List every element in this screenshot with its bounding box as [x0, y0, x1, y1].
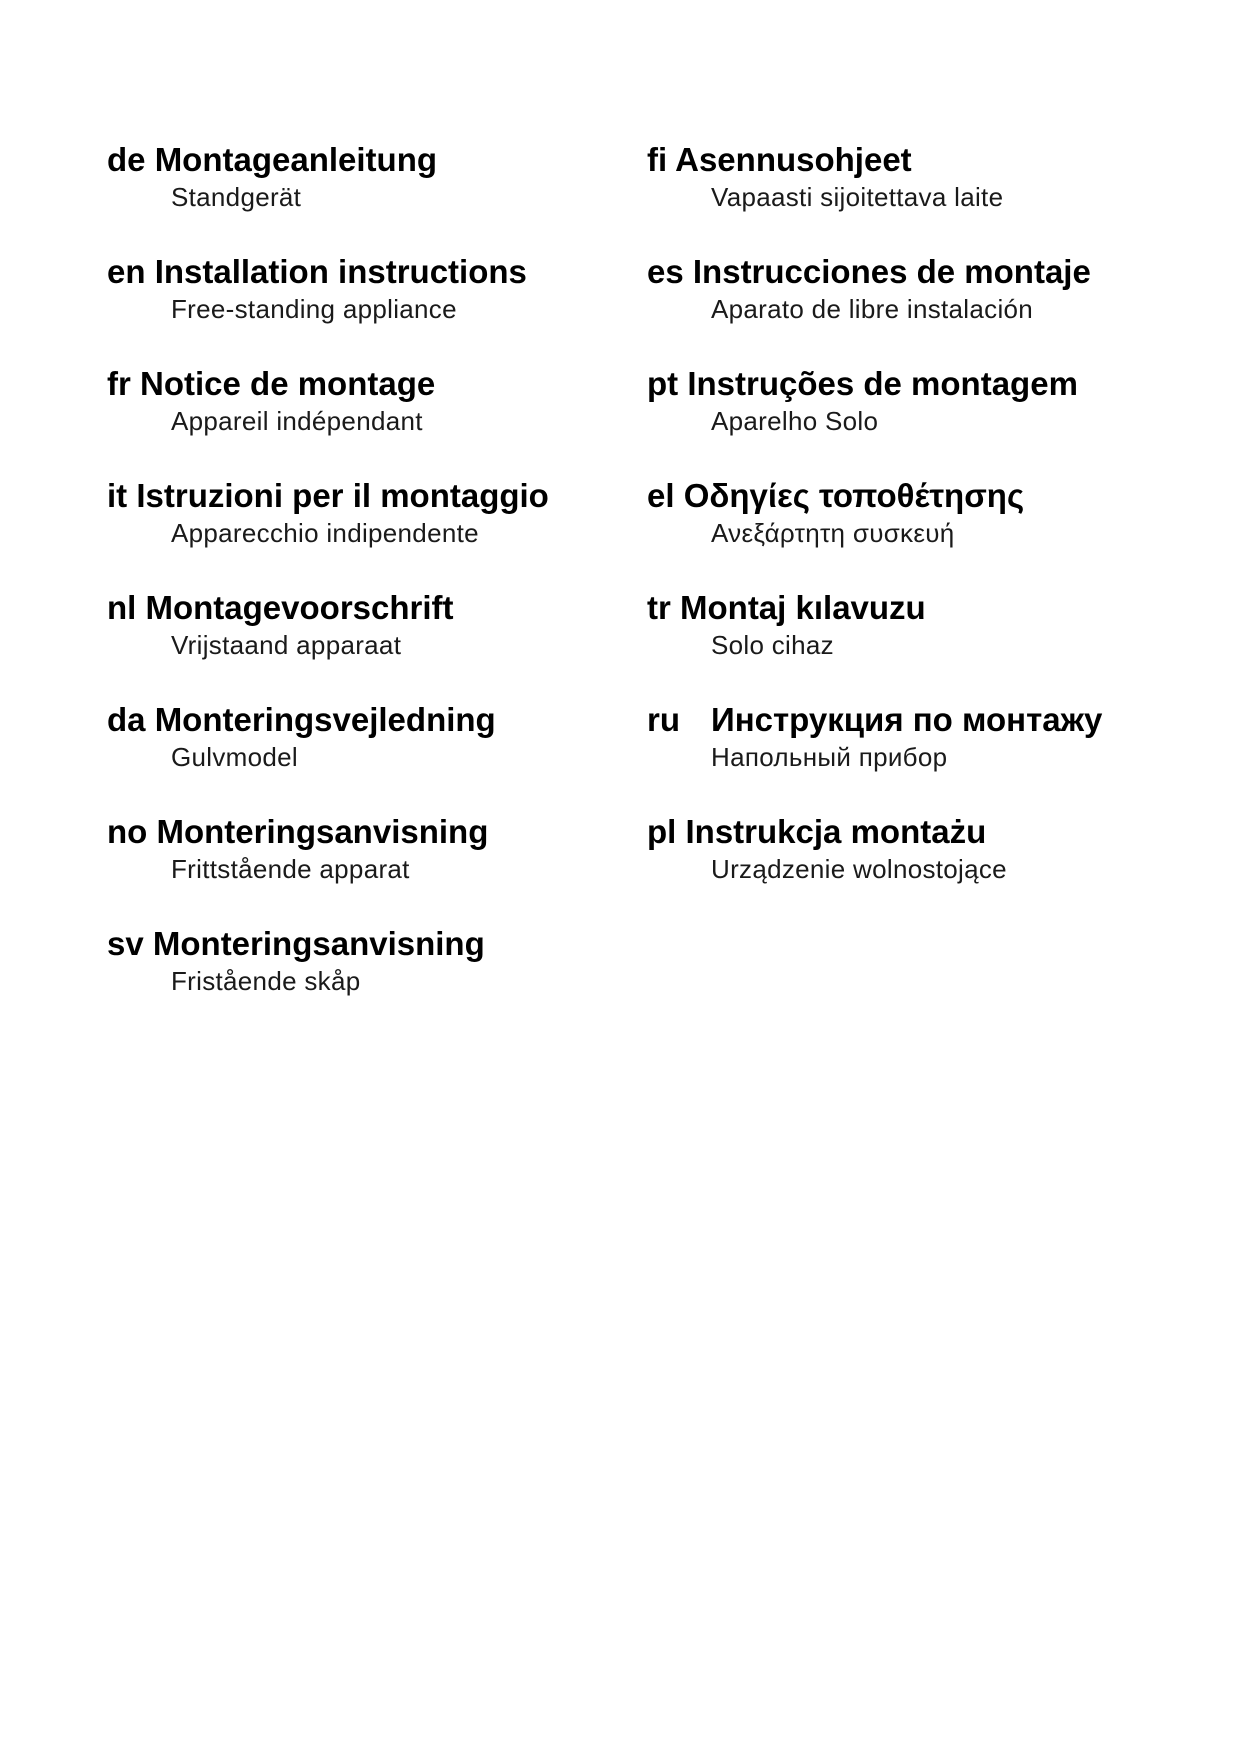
entry-title [647, 700, 1207, 740]
appliance-type: Aparelho Solo [711, 406, 879, 436]
language-entry-en [107, 252, 627, 364]
appliance-type: Fristående skåp [171, 966, 361, 996]
language-entry-nl [107, 588, 627, 700]
language-code: en [107, 253, 146, 290]
instruction-title: Montaj kılavuzu [680, 589, 926, 626]
language-code: no [107, 813, 148, 850]
appliance-type: Standgerät [171, 182, 302, 212]
instruction-title: Instruções de montagem [687, 365, 1078, 402]
instruction-title: Installation instructions [154, 253, 527, 290]
language-code: pl [647, 813, 677, 850]
language-entry-sv [107, 924, 627, 1036]
language-code: ru [647, 701, 680, 738]
language-code: it [107, 477, 128, 514]
language-entry-fr [107, 364, 627, 476]
left-language-column [107, 140, 627, 1036]
language-entry-de [107, 140, 627, 252]
language-code: pt [647, 365, 679, 402]
instruction-title: Istruzioni per il montaggio [136, 477, 549, 514]
entry-title [107, 588, 627, 628]
instruction-title: Monteringsanvisning [152, 925, 485, 962]
language-code: nl [107, 589, 137, 626]
appliance-type: Appareil indépendant [171, 406, 423, 436]
appliance-type: Frittstående apparat [171, 854, 410, 884]
language-code: de [107, 141, 146, 178]
instruction-title: Asennusohjeet [675, 141, 912, 178]
instruction-title: Instrukcja montażu [685, 813, 987, 850]
entry-title [107, 364, 627, 404]
appliance-type: Gulvmodel [171, 742, 298, 772]
instruction-title: Instrucciones de montaje [692, 253, 1091, 290]
entry-title [107, 140, 627, 180]
language-code: es [647, 253, 684, 290]
language-entry-da [107, 700, 627, 812]
language-code: el [647, 477, 675, 514]
language-code: fi [647, 141, 668, 178]
entry-title [107, 924, 627, 964]
language-entry-el [647, 476, 1207, 588]
appliance-type: Напольный прибор [711, 742, 948, 772]
language-entry-pt [647, 364, 1207, 476]
entry-title [647, 476, 1207, 516]
entry-title [107, 700, 627, 740]
appliance-type: Vrijstaand apparaat [171, 630, 402, 660]
appliance-type: Aparato de libre instalación [711, 294, 1034, 324]
language-code: fr [107, 365, 131, 402]
language-entry-tr [647, 588, 1207, 700]
appliance-type: Solo cihaz [711, 630, 834, 660]
instruction-title: Monteringsanvisning [156, 813, 489, 850]
language-code: tr [647, 589, 671, 626]
language-code: sv [107, 925, 144, 962]
entry-title [107, 252, 627, 292]
instruction-title: Montageanleitung [154, 141, 438, 178]
entry-title [647, 252, 1207, 292]
instruction-title: Monteringsvejledning [154, 701, 496, 738]
entry-title [647, 588, 1207, 628]
instruction-title: Инструкция по монтажу [711, 701, 1103, 738]
appliance-type: Free-standing appliance [171, 294, 457, 324]
language-entry-ru [647, 700, 1207, 812]
entry-title [647, 812, 1207, 852]
right-language-column [647, 140, 1207, 924]
language-entry-it [107, 476, 627, 588]
language-entry-fi [647, 140, 1207, 252]
entry-title [647, 140, 1207, 180]
entry-title [647, 364, 1207, 404]
language-entry-no [107, 812, 627, 924]
language-entry-es [647, 252, 1207, 364]
language-code: da [107, 701, 146, 738]
language-entry-pl [647, 812, 1207, 924]
instruction-title: Οδηγίες τοποθέτησης [683, 477, 1025, 514]
appliance-type: Vapaasti sijoitettava laite [711, 182, 1004, 212]
appliance-type: Urządzenie wolnostojące [711, 854, 1007, 884]
entry-title [107, 476, 627, 516]
appliance-type: Apparecchio indipendente [171, 518, 479, 548]
entry-title [107, 812, 627, 852]
instruction-title: Montagevoorschrift [145, 589, 454, 626]
appliance-type: Ανεξάρτητη συσκευή [711, 518, 955, 548]
instruction-title: Notice de montage [140, 365, 436, 402]
